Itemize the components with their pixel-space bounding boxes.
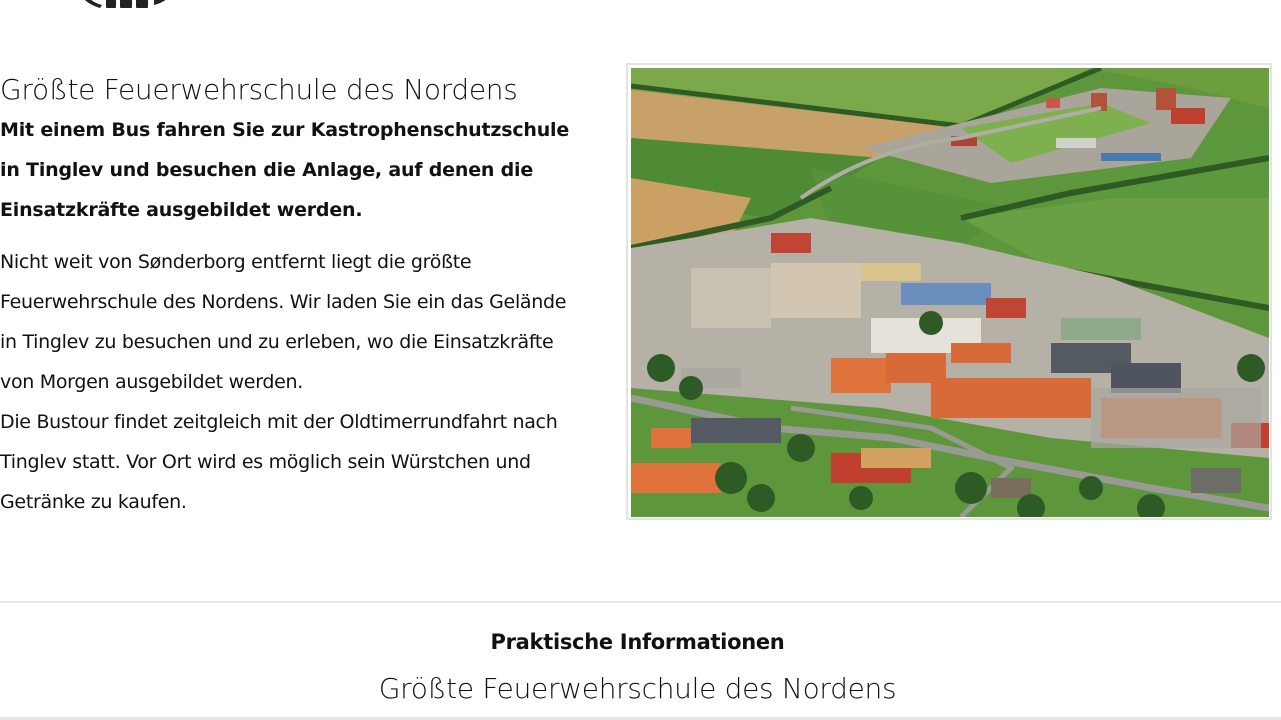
aerial-photo[interactable] <box>631 68 1269 517</box>
intro-section <box>0 70 590 522</box>
section-divider <box>0 601 1281 603</box>
lead-paragraph: Mit einem Bus fahren Sie zur Kastrophenschutzschule in Tinglev und besuchen die Anlage, auf denen die Einsatzkräfte ausgebildet werden. <box>0 119 570 221</box>
practical-info-title: Größte Feuerwehrschule des Nordens <box>378 672 897 705</box>
logo-fragment[interactable] <box>80 0 175 8</box>
section-title: Größte Feuerwehrschule des Nordens <box>0 73 518 106</box>
photo-frame <box>626 63 1272 520</box>
body-paragraph: Nicht weit von Sønderborg entfernt liegt die größte Feuerwehrschule des Nordens. Wir laden Sie ein das Gelände in Tinglev zu besuchen und zu erleben, wo die Einsatzkräfte von Morgen ausgebildet werden. Die Bustour findet zeitgleich mit der Oldtimerrundfahrt nach Tinglev statt. Vor Ort wird es möglich sein Würstchen und Getränke zu kaufen. <box>0 251 567 513</box>
practical-info-heading: Praktische Informationen <box>490 630 785 654</box>
